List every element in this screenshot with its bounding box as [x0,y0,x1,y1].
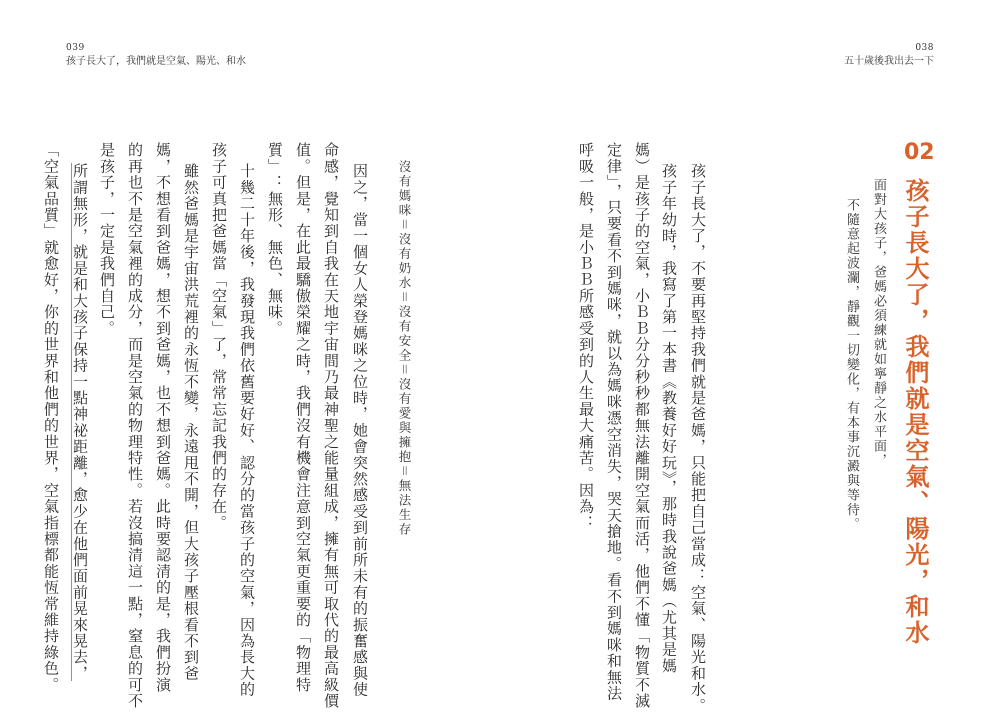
running-header-left [66,42,246,68]
page-number-right: 038 [915,43,934,53]
body-line: 「空氣品質」就愈好，你的世界和他們的世界，空氣指標都能恆常維持綠色。 [42,142,60,693]
body-line: 值。但是，在此最驕傲榮耀之時，我們沒有機會注意到空氣更重要的「物理特 [294,142,312,693]
chapter-title: 孩子長大了，我們就是空氣、陽光，和水 [901,178,929,646]
running-header-right [844,42,934,68]
poem-line: 不隨意起波瀾，靜觀一切變化，有本事沉澱與等待。 [844,198,859,532]
running-title-right: 五十歲後我出去一下 [844,56,934,67]
body-line: 孩子長大了，不要再堅持我們就是爸媽，只能把自己當成：空氣、陽光和水。 [689,163,707,714]
running-title-left: 孩子長大了，我們就是空氣、陽光、和水 [66,56,246,67]
body-line: 孩子年幼時，我寫了第一本書《教養好好玩》，那時我說爸媽（尤其是媽 [660,163,678,674]
body-line: 是孩子，一定是我們自己。 [98,142,116,337]
body-line: 定律」，只要看不到媽咪，就以為媽咪憑空消失，哭天搶地。看不到媽咪和無法 [605,142,623,702]
body-line: 的再也不是空氣裡的成分，而是空氣的物理特性。若沒搞清這一點，窒息的可不 [126,142,144,709]
body-line: 質」：無形、無色、無味。 [266,142,284,337]
body-line: 命感，覺知到自我在天地宇宙間乃最神聖之能量組成，擁有無可取代的最高級價 [322,142,340,709]
highlighted-body-line: 所謂無形，就是和大孩子保持一點神祕距離，愈少在他們面前晃來晃去， [71,163,89,682]
quote-line: 沒有媽咪＝沒有奶水＝沒有安全＝沒有愛與擁抱＝無法生存 [397,160,412,537]
body-line: 呼吸一般，是小ＢＢ所感受到的人生最大痛苦。因為： [577,142,595,531]
body-line: 雖然爸媽是宇宙洪荒裡的永恆不變，永遠甩不開，但大孩子壓根看不到爸 [182,163,200,682]
page-number-left: 039 [66,43,85,53]
poem-line: 面對大孩子，爸媽必須練就如寧靜之水平面， [871,178,886,468]
body-line: 因之，當一個女人榮登媽咪之位時，她會突然感受到前所未有的振奮感與使 [351,163,369,698]
body-line: 媽，不想看到爸媽，想不到爸媽，也不想到爸媽。此時要認清的是，我們扮演 [154,142,172,693]
body-line: 孩子可真把爸媽當「空氣」了，常常忘記我們的存在。 [210,142,228,531]
chapter-number: 02 [904,140,935,165]
body-line: 十幾二十年後，我發現我們依舊要好好、認分的當孩子的空氣，因為長大的 [238,163,256,698]
body-line: 媽）是孩子的空氣，小ＢＢ分分秒秒都無法離開空氣而活，他們不懂「物質不滅 [633,142,651,709]
